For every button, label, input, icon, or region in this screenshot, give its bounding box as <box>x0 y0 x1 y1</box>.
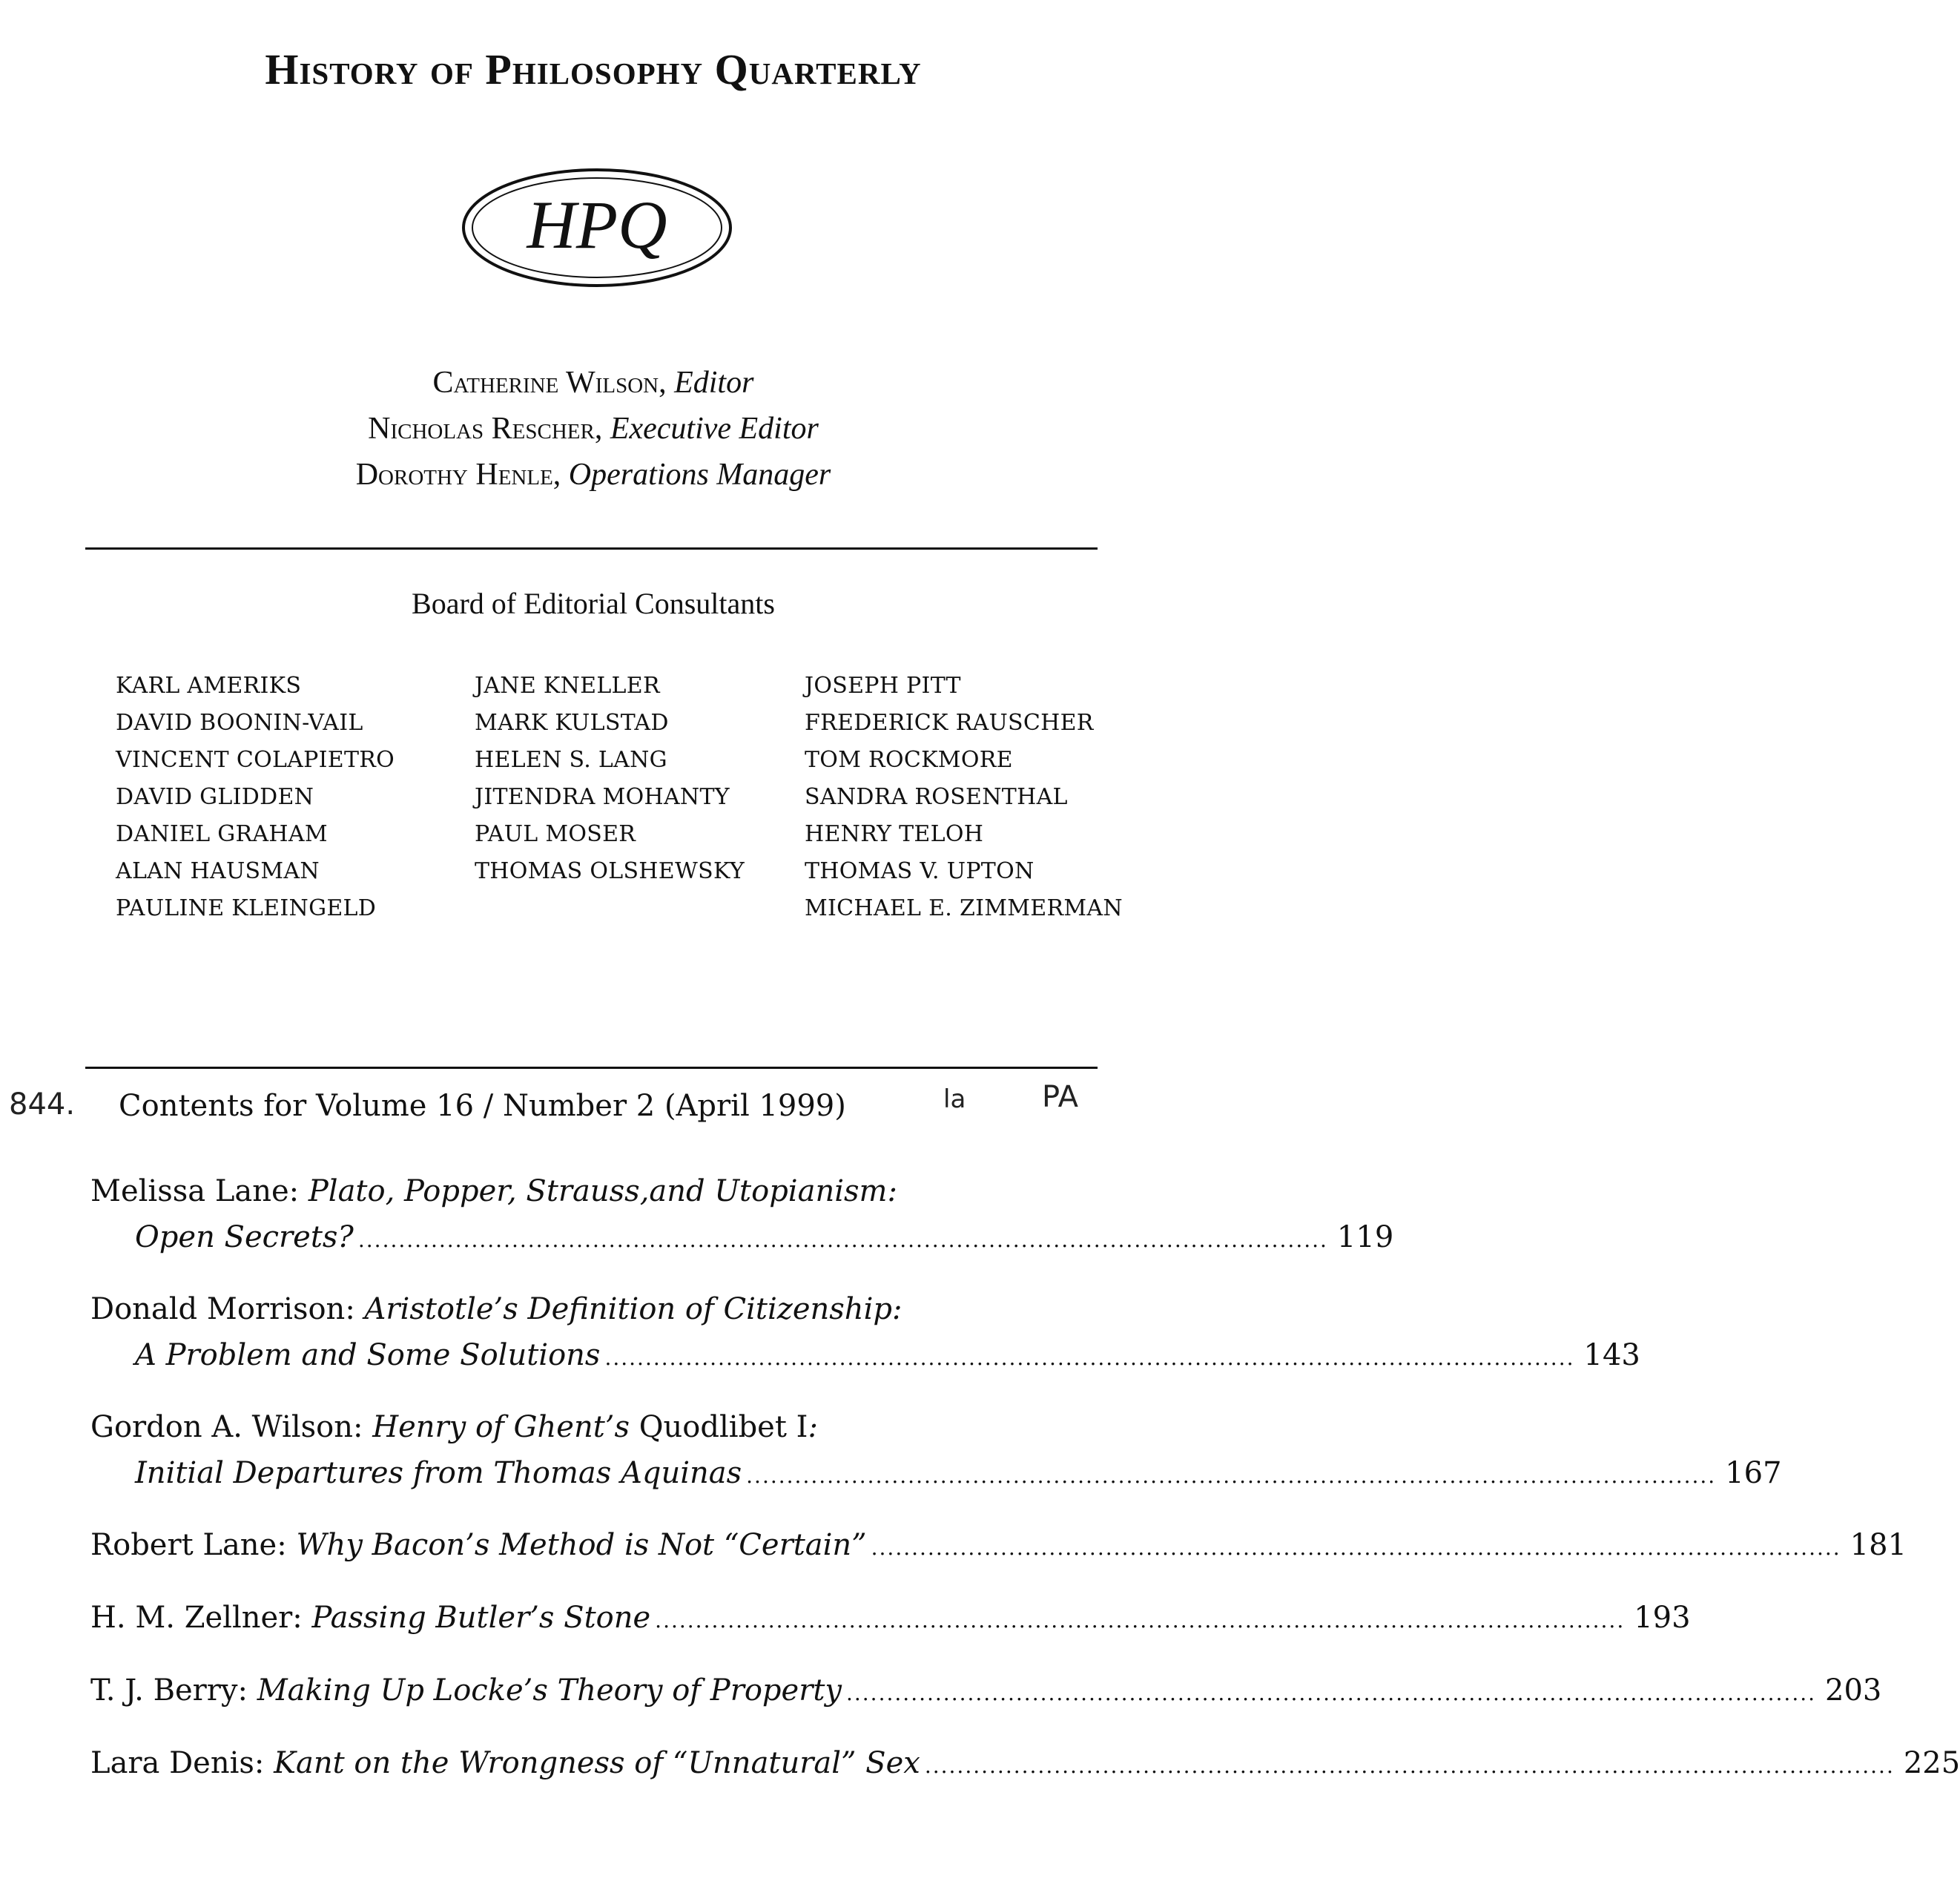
toc-page: 119 <box>1336 1220 1394 1254</box>
toc-title: Initial Departures from Thomas Aquinas <box>135 1456 742 1490</box>
toc-author: H. M. Zellner: <box>90 1601 303 1635</box>
consultant: MARK KULSTAD <box>475 710 669 736</box>
toc-title: Henry of Ghent’s <box>372 1410 630 1444</box>
toc-title: Quodlibet I <box>639 1410 808 1444</box>
consultant: HELEN S. LANG <box>475 747 667 773</box>
consultant: MICHAEL E. ZIMMERMAN <box>805 895 1123 921</box>
leader-dots: ........................................................................................................................ <box>604 1346 1575 1370</box>
staff-role: Executive Editor <box>610 412 819 446</box>
toc-line <box>90 1740 1960 1786</box>
leader-dots: ........................................................................................................................ <box>655 1608 1626 1633</box>
consultant: VINCENT COLAPIETRO <box>116 747 395 773</box>
divider <box>85 1067 1098 1069</box>
board-column-2 <box>475 668 745 890</box>
handwritten-note-right: la <box>943 1084 966 1114</box>
toc-page: 225 <box>1903 1746 1960 1780</box>
toc-entry <box>90 1286 1640 1378</box>
toc-title: Making Up Locke’s Theory of Property <box>257 1673 842 1708</box>
consultant: HENRY TELOH <box>805 821 984 847</box>
toc-entry <box>90 1595 1691 1641</box>
consultant: DAVID GLIDDEN <box>116 784 314 810</box>
toc-entry <box>90 1667 1882 1713</box>
toc-line <box>90 1332 1640 1378</box>
consultant: DANIEL GRAHAM <box>116 821 328 847</box>
contents-heading: Contents for Volume 16 / Number 2 (April 1999) <box>119 1089 846 1123</box>
toc-line <box>90 1286 1114 1332</box>
staff-name: Nicholas Rescher, <box>368 412 603 446</box>
toc-entry <box>90 1404 1782 1496</box>
toc-title: A Problem and Some Solutions <box>135 1338 601 1372</box>
toc-line <box>90 1404 1114 1450</box>
staff-name: Dorothy Henle, <box>355 458 561 492</box>
staff-executive-editor <box>0 406 1187 452</box>
toc-title: Passing Butler’s Stone <box>311 1601 651 1635</box>
toc-line <box>90 1595 1691 1641</box>
consultant: DAVID BOONIN-VAIL <box>116 710 363 736</box>
toc-line <box>90 1168 1114 1214</box>
toc-author: Gordon A. Wilson: <box>90 1410 363 1444</box>
board-title: Board of Editorial Consultants <box>412 587 775 620</box>
leader-dots: ........................................................................................................................ <box>871 1535 1841 1560</box>
hpq-logo <box>456 165 738 291</box>
journal-title: History of Philosophy Quarterly <box>265 45 922 93</box>
divider <box>85 547 1098 550</box>
logo-text: HPQ <box>527 187 667 263</box>
consultant: THOMAS OLSHEWSKY <box>475 858 745 884</box>
staff-role: Editor <box>674 366 754 400</box>
staff-operations-manager <box>0 452 1187 498</box>
toc-entry <box>90 1168 1394 1260</box>
staff-name: Catherine Wilson, <box>432 366 667 400</box>
leader-dots: ........................................................................................................................ <box>357 1228 1328 1252</box>
toc-title: Plato, Popper, Strauss,and Utopianism: <box>308 1174 897 1208</box>
toc-title: : <box>808 1410 818 1444</box>
toc-author: Melissa Lane: <box>90 1174 300 1208</box>
consultant: JITENDRA MOHANTY <box>475 784 730 810</box>
toc-page: 193 <box>1634 1601 1691 1635</box>
board-column-3 <box>805 668 1123 927</box>
staff-role: Operations Manager <box>568 458 831 492</box>
toc-author: Robert Lane: <box>90 1528 287 1562</box>
consultant: PAUL MOSER <box>475 821 636 847</box>
toc-title: Why Bacon’s Method is Not “Certain” <box>296 1528 867 1562</box>
consultant: SANDRA ROSENTHAL <box>805 784 1068 810</box>
consultant: PAULINE KLEINGELD <box>116 895 377 921</box>
consultant: JANE KNELLER <box>475 673 660 699</box>
leader-dots: ........................................................................................................................ <box>845 1681 1817 1705</box>
leader-dots: ........................................................................................................................ <box>924 1754 1895 1778</box>
consultant: FREDERICK RAUSCHER <box>805 710 1094 736</box>
leader-dots: ........................................................................................................................ <box>746 1463 1717 1488</box>
handwritten-note-right: PA <box>1042 1080 1078 1114</box>
toc-author: Lara Denis: <box>90 1746 265 1780</box>
consultant: KARL AMERIKS <box>116 673 302 699</box>
toc-title: Kant on the Wrongness of “Unnatural” Sex <box>274 1746 920 1780</box>
toc-title: Open Secrets? <box>135 1220 354 1254</box>
staff-editor <box>0 360 1187 406</box>
toc-line <box>90 1214 1394 1260</box>
toc-line <box>90 1522 1907 1568</box>
toc-page: 167 <box>1725 1456 1782 1490</box>
handwritten-note-left: 844. <box>9 1087 76 1122</box>
staff-list <box>0 360 1187 498</box>
toc-page: 181 <box>1850 1528 1907 1562</box>
toc-author: T. J. Berry: <box>90 1673 248 1708</box>
toc-line <box>90 1450 1782 1496</box>
consultant: JOSEPH PITT <box>805 673 961 699</box>
consultant: ALAN HAUSMAN <box>116 858 320 884</box>
toc-line <box>90 1667 1882 1713</box>
toc-author: Donald Morrison: <box>90 1292 355 1326</box>
toc-entry <box>90 1740 1960 1786</box>
toc-entry <box>90 1522 1907 1568</box>
toc-page: 143 <box>1583 1338 1640 1372</box>
consultant: TOM ROCKMORE <box>805 747 1013 773</box>
board-column-1 <box>116 668 395 927</box>
consultant: THOMAS V. UPTON <box>805 858 1035 884</box>
toc-title: Aristotle’s Definition of Citizenship: <box>364 1292 903 1326</box>
toc-page: 203 <box>1825 1673 1882 1708</box>
